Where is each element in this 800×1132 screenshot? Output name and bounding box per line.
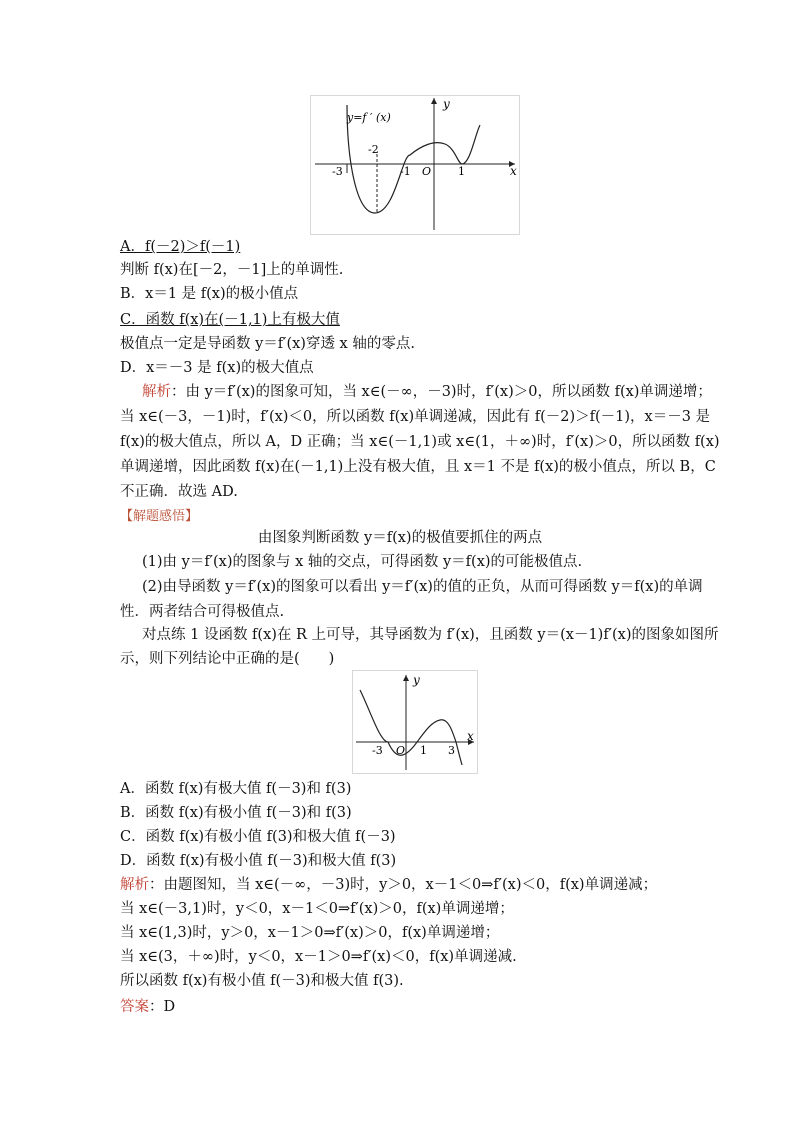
practice-analysis-line-2: 当 x∈(－3,1)时，y＜0，x－1＜0⇒f′(x)＞0，f(x)单调递增； — [120, 901, 514, 917]
tick-label-minus1: -1 — [400, 165, 411, 178]
insight-title: 由图象判断函数 y＝f(x)的极值要抓住的两点 — [257, 530, 543, 546]
insight-point-1: (1)由 y＝f′(x)的图象与 x 轴的交点，可得函数 y＝f(x)的可能极值点. — [142, 554, 583, 570]
analysis-line-4: 单调递增，因此函数 f(x)在(－1,1)上没有极大值，且 x＝1 不是 f(x)的极小值点，所以 B，C — [120, 459, 716, 475]
option-c: C．函数 f(x)在(－1,1)上有极大值 — [120, 312, 340, 328]
answer-tag: 答案 — [120, 999, 149, 1015]
analysis-line-1: 解析：由 y＝f′(x)的图象可知，当 x∈(－∞，－3)时，f′(x)＞0，所以函数 f(x)单调递增； — [142, 384, 712, 400]
practice-analysis-line-5: 所以函数 f(x)有极小值 f(－3)和极大值 f(3). — [120, 973, 404, 989]
y-axis-label: y — [413, 673, 420, 687]
insight-point-2-cont: 性．两者结合可得极值点. — [120, 604, 285, 620]
tick-label-minus2: -2 — [368, 143, 379, 156]
tick-label-1: 1 — [458, 165, 465, 178]
derivative-graph-figure — [310, 95, 520, 235]
practice-option-a: A．函数 f(x)有极大值 f(－3)和 f(3) — [120, 781, 352, 797]
analysis-line-5: 不正确．故选 AD. — [120, 484, 238, 500]
tick-label-1: 1 — [420, 744, 427, 757]
x-axis-label: x — [510, 164, 517, 178]
practice-answer: 答案：D — [120, 999, 176, 1015]
option-b: B．x＝1 是 f(x)的极小值点 — [120, 286, 299, 302]
y-axis-arrow — [431, 98, 437, 104]
x-axis-label: x — [467, 729, 474, 743]
analysis-line-2: 当 x∈(－3，－1)时，f′(x)＜0，所以函数 f(x)单调递减，因此有 f(－2)＞f(－1)，x＝－3 是 — [120, 409, 711, 425]
practice-analysis-line-1: 解析：由题图知，当 x∈(－∞，－3)时，y＞0，x－1＜0⇒f′(x)＜0，f(x)单调递减； — [120, 877, 658, 893]
practice-analysis-line-3: 当 x∈(1,3)时，y＞0，x－1＞0⇒f′(x)＞0，f(x)单调递增； — [120, 925, 500, 941]
practice-analysis-line-4: 当 x∈(3，＋∞)时，y＜0，x－1＞0⇒f′(x)＜0，f(x)单调递减. — [120, 949, 517, 965]
practice-option-d: D．函数 f(x)有极小值 f(－3)和极大值 f(3) — [120, 853, 397, 869]
practice-stem-1: 对点练 1 设函数 f(x)在 R 上可导，其导函数为 f′(x)，且函数 y＝(x－1)f′(x)的图象如图所 — [142, 627, 719, 643]
y-axis-arrow — [403, 675, 409, 681]
origin-label: O — [422, 165, 432, 178]
insight-point-2: (2)由导函数 y＝f′(x)的图象可以看出 y＝f′(x)的值的正负，从而可得函数 y＝f(x)的单调 — [142, 579, 703, 595]
option-a: A．f(－2)＞f(－1) — [120, 239, 241, 255]
practice-option-b: B．函数 f(x)有极小值 f(－3)和 f(3) — [120, 805, 352, 821]
analysis-line-3: f(x)的极大值点，所以 A，D 正确；当 x∈(－1,1)或 x∈(1，＋∞)时，f′(x)＞0，所以函数 f(x) — [120, 434, 720, 450]
practice-analysis-tag: 解析 — [120, 877, 149, 893]
product-graph-figure — [352, 670, 478, 774]
insight-tag: 【解题感悟】 — [120, 509, 199, 524]
origin-label: O — [396, 744, 406, 757]
tick-label-3: 3 — [448, 744, 455, 757]
option-a-note: 判断 f(x)在[－2，－1]上的单调性. — [120, 262, 344, 278]
option-d: D．x＝－3 是 f(x)的极大值点 — [120, 360, 314, 376]
y-axis-label: y — [443, 97, 450, 111]
curve-label: y=f ′ (x) — [347, 111, 391, 124]
tick-label-minus3: -3 — [372, 744, 383, 757]
practice-option-c: C．函数 f(x)有极小值 f(3)和极大值 f(－3) — [120, 829, 396, 845]
practice-stem-2: 示，则下列结论中正确的是( ) — [120, 651, 335, 667]
tick-label-minus3: -3 — [332, 165, 343, 178]
option-c-note: 极值点一定是导函数 y＝f′(x)穿透 x 轴的零点. — [120, 336, 415, 352]
analysis-tag: 解析 — [142, 384, 171, 400]
